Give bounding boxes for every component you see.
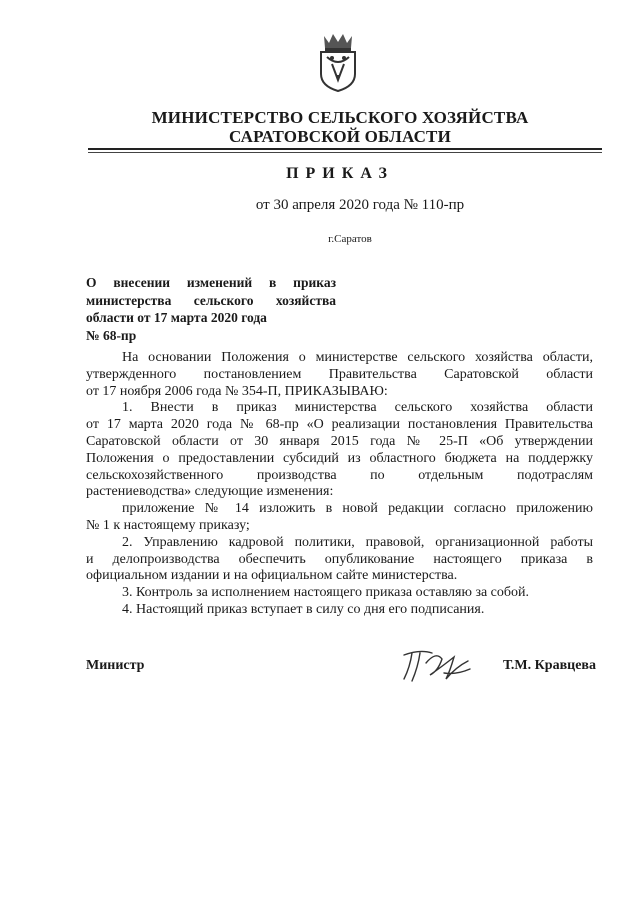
body-line: официальном издании и на официальном сайте министерства. bbox=[86, 568, 458, 584]
body-line: 4. Настоящий приказ вступает в силу со дня его подписания. bbox=[122, 601, 485, 617]
body-line: 3. Контроль за исполнением настоящего приказа оставляю за собой. bbox=[122, 585, 530, 601]
body-line: 1. Внести в приказ министерства сельского хозяйства области bbox=[122, 400, 593, 416]
ministry-name-line2: САРАТОВСКОЙ ОБЛАСТИ bbox=[228, 127, 452, 146]
body-line: приложение № 14 изложить в новой редакции согласно приложению bbox=[122, 501, 593, 517]
signature-block bbox=[86, 655, 596, 705]
handwritten-signature-icon bbox=[398, 645, 478, 687]
body-line: утвержденного постановлением Правительства Саратовской области bbox=[86, 366, 593, 382]
signatory-title: Министр bbox=[86, 658, 145, 673]
ministry-name-line1: МИНИСТЕРСТВО СЕЛЬСКОГО ХОЗЯЙСТВА bbox=[151, 108, 529, 127]
body-line: сельскохозяйственного производства по отдельным подотраслям bbox=[86, 467, 593, 483]
body-line: и делопроизводства обеспечить опубликование настоящего приказа в bbox=[86, 551, 593, 567]
subject-line: области от 17 марта 2020 года bbox=[86, 310, 267, 325]
body-line: На основании Положения о министерстве сельского хозяйства области, bbox=[122, 350, 593, 365]
order-body bbox=[86, 350, 593, 619]
body-line: от 17 марта 2020 года № 68-пр «О реализации постановления Правительства bbox=[86, 417, 593, 433]
coat-of-arms-icon bbox=[316, 30, 360, 92]
subject-line: О внесении изменений в приказ bbox=[86, 275, 336, 290]
signatory-name: Т.М. Кравцева bbox=[503, 658, 596, 673]
body-line: 2. Управлению кадровой политики, правовой, организационной работы bbox=[122, 534, 593, 550]
subject-line: министерства сельского хозяйства bbox=[86, 292, 336, 308]
body-line: от 17 ноября 2006 года № 354-П, ПРИКАЗЫВАЮ: bbox=[86, 383, 388, 399]
order-city: г.Саратов bbox=[328, 233, 372, 245]
subject-line: № 68-пр bbox=[86, 327, 137, 343]
body-line: Саратовской области от 30 января 2015 года № 25-П «Об утверждении bbox=[86, 433, 593, 449]
order-date-number: от 30 апреля 2020 года № 110-пр bbox=[255, 197, 465, 213]
body-line: растениеводства» следующие изменения: bbox=[86, 484, 334, 500]
order-subject bbox=[86, 274, 336, 344]
header-rule-thick bbox=[88, 148, 602, 150]
body-line: № 1 к настоящему приказу; bbox=[86, 517, 250, 533]
header-rule-thin bbox=[88, 152, 602, 153]
order-title: ПРИКАЗ bbox=[286, 165, 394, 182]
body-line: Положения о предоставлении субсидий из областного бюджета на поддержку bbox=[86, 450, 593, 466]
